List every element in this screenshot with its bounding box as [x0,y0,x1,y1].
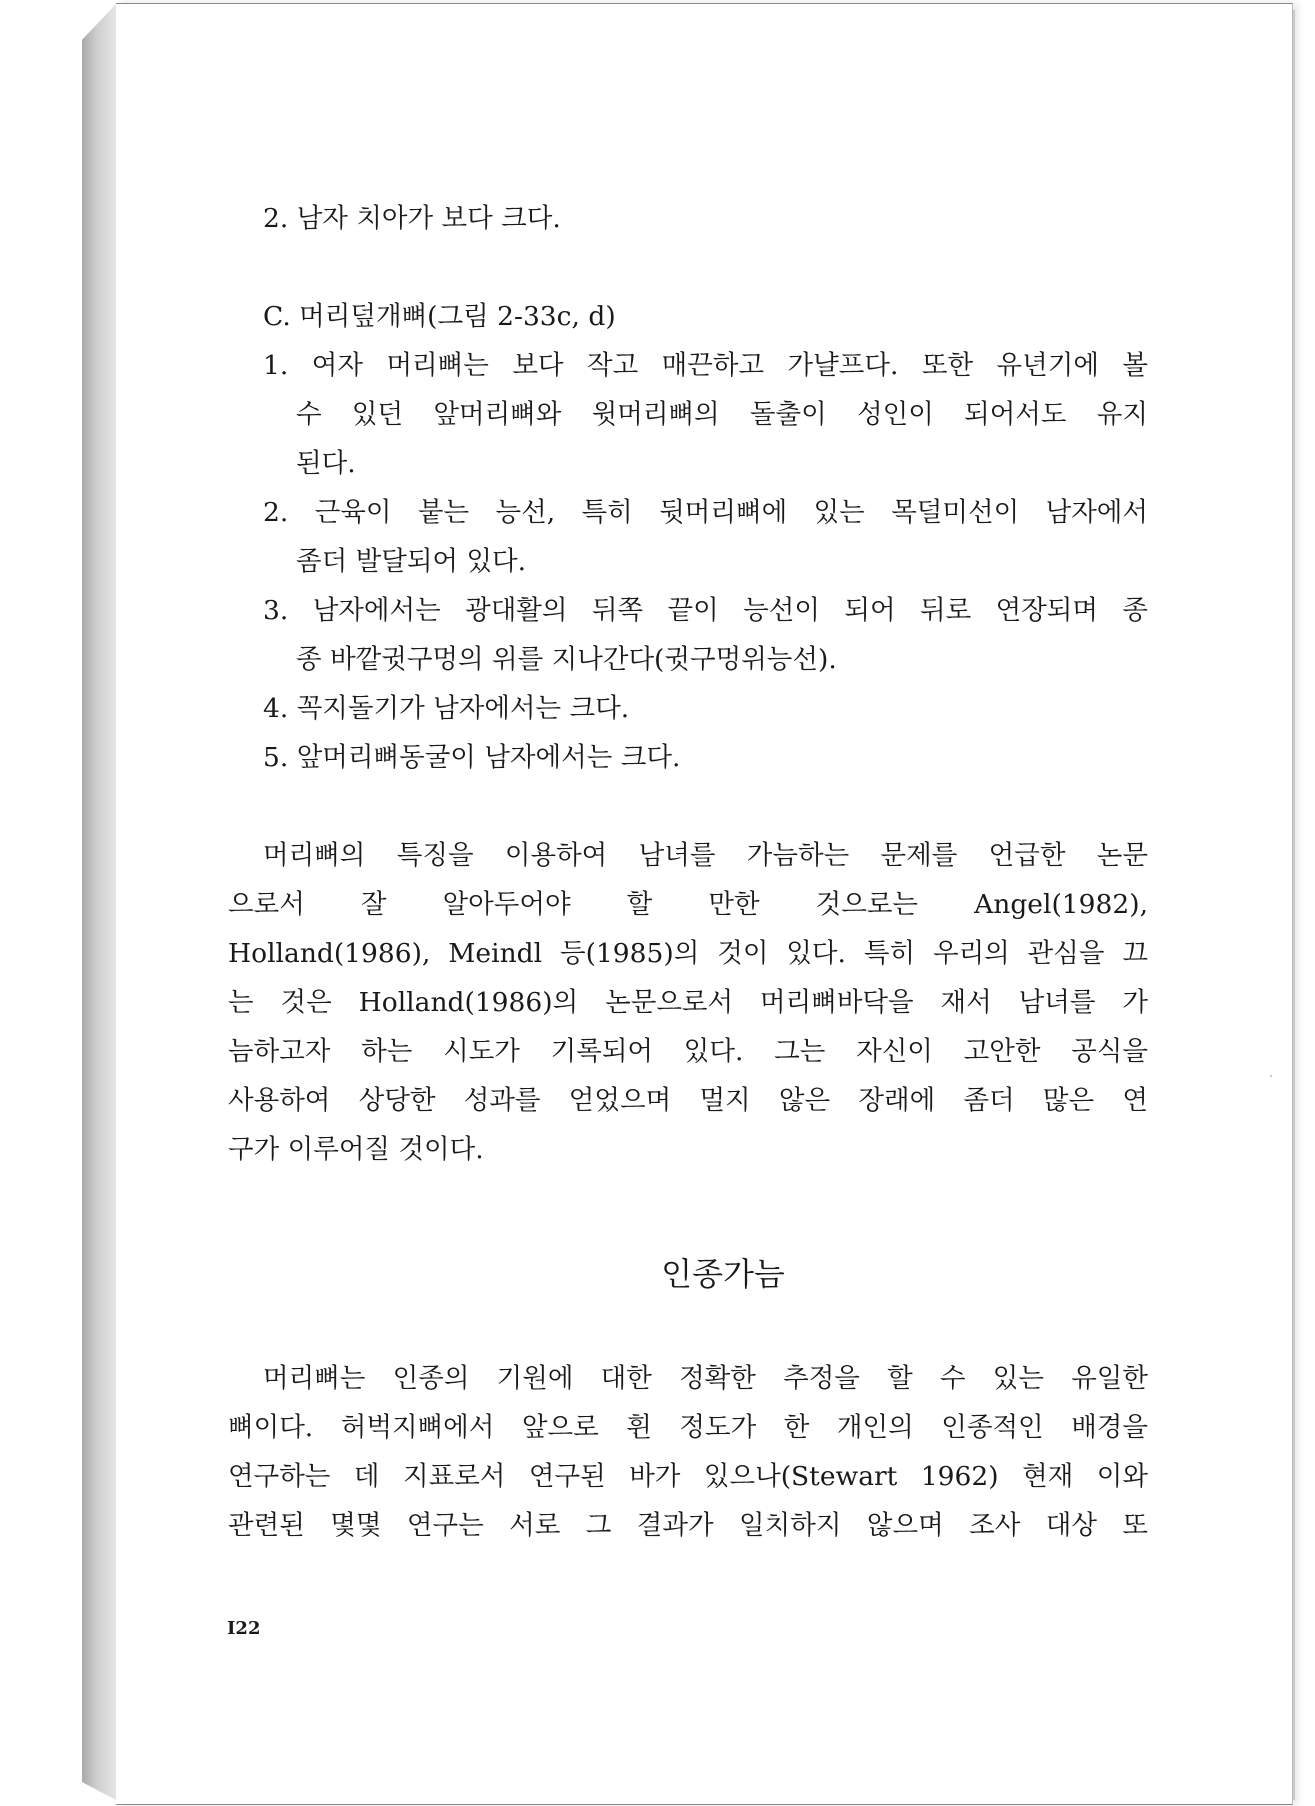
paragraph-sex-estimation [228,831,1148,1174]
list-item-c4: 4. 꼭지돌기가 남자에서는 크다. [263,693,630,724]
scan-speck [1270,1075,1272,1077]
paragraph-line: 늠하고자 하는 시도가 기록되어 있다. 그는 자신이 고안한 공식을 [228,1036,1148,1067]
paragraph-line: 구가 이루어질 것이다. [228,1134,484,1165]
paragraph-line: 사용하여 상당한 성과를 얻었으며 멀지 않은 장래에 좀더 많은 연 [228,1085,1148,1116]
paragraph-line: 뼈이다. 허벅지뼈에서 앞으로 휜 정도가 한 개인의 인종적인 배경을 [228,1412,1148,1443]
paragraph-line: 연구하는 데 지표로서 연구된 바가 있으나(Stewart 1962) 현재 이와 [228,1461,1148,1492]
paragraph-line: 는 것은 Holland(1986)의 논문으로서 머리뼈바닥을 재서 남녀를 가 [228,987,1148,1018]
list-item-c1-line2: 수 있던 앞머리뼈와 윗머리뼈의 돌출이 성인이 되어서도 유지 [296,399,1148,430]
paragraph-line: 관련된 몇몇 연구는 서로 그 결과가 일치하지 않으며 조사 대상 또 [228,1510,1148,1541]
paragraph-race-estimation [228,1354,1148,1550]
list-item-c1-line3: 된다. [296,448,356,479]
paragraph-line: 으로서 잘 알아두어야 할 만한 것으로는 Angel(1982), [228,889,1148,920]
paragraph-line: 머리뼈는 인종의 기원에 대한 정확한 추정을 할 수 있는 유일한 [263,1363,1148,1394]
page-number: I22 [227,1618,261,1639]
list-item-c5: 5. 앞머리뼈동굴이 남자에서는 크다. [263,742,681,773]
paragraph-line: Holland(1986), Meindl 등(1985)의 것이 있다. 특히 우리의 관심을 끄 [228,938,1148,969]
list-item-c3-line1: 3. 남자에서는 광대활의 뒤쪽 끝이 능선이 되어 뒤로 연장되며 종 [263,595,1148,626]
list-item-c3-line2: 종 바깥귓구멍의 위를 지나간다(귓구멍위능선). [296,644,837,675]
page-content [228,194,1148,1550]
book-spine [82,4,116,1800]
section-heading-race: 인종가늠 [661,1255,785,1293]
list-item-c2-line2: 좀더 발달되어 있다. [296,546,527,577]
section-c-list [228,341,1148,782]
list-item-b2: 2. 남자 치아가 보다 크다. [263,203,561,234]
list-item-c1-line1: 1. 여자 머리뼈는 보다 작고 매끈하고 가냘프다. 또한 유년기에 볼 [263,350,1148,381]
book-page [116,3,1293,1805]
paragraph-line: 머리뼈의 특징을 이용하여 남녀를 가늠하는 문제를 언급한 논문 [263,840,1148,871]
section-c-title: C. 머리덮개뼈(그림 2-33c, d) [263,301,616,332]
list-item-c2-line1: 2. 근육이 붙는 능선, 특히 뒷머리뼈에 있는 목덜미선이 남자에서 [263,497,1148,528]
